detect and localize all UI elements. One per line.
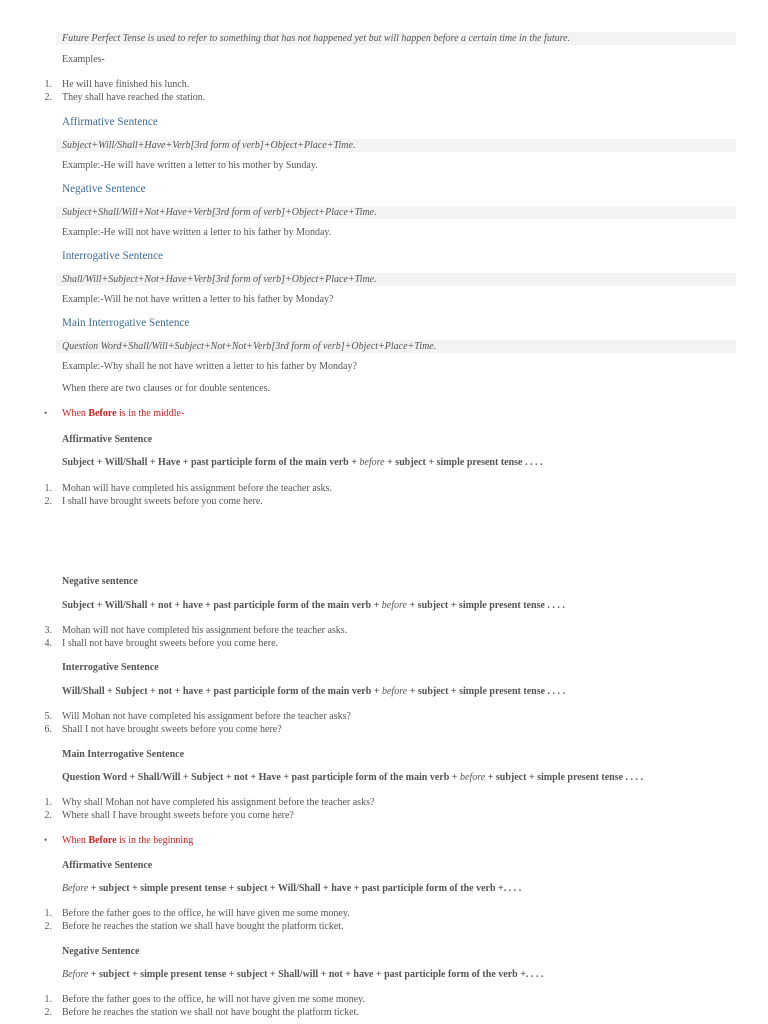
interrogative-example: Example:-Will he not have written a letter to his father by Monday? — [62, 294, 334, 305]
list-item: Before he reaches the station we shall not have bought the platform ticket. — [62, 1007, 359, 1018]
list-item: Where shall I have brought sweets before you come here? — [62, 810, 294, 821]
middle-interrogative-heading: Interrogative Sentence — [62, 662, 159, 673]
list-item: They shall have reached the station. — [62, 92, 206, 103]
interrogative-formula: Shall/Will+Subject+Not+Have+Verb[3rd form of verb]+Object+Place+Time. — [62, 274, 377, 285]
beginning-negative-formula: Before + subject + simple present tense + subject + Shall/will + not + have + past participle form of the verb +. . . . — [62, 969, 544, 980]
list-item: Mohan will have completed his assignment before the teacher asks. — [62, 483, 332, 494]
list-item: Shall I not have brought sweets before you come here? — [62, 724, 282, 735]
list-number: 1. — [44, 994, 52, 1005]
list-item: Before he reaches the station we shall have bought the platform ticket. — [62, 921, 344, 932]
list-item: Why shall Mohan not have completed his assignment before the teacher asks? — [62, 797, 375, 808]
list-number: 2. — [44, 921, 52, 932]
double-intro: When there are two clauses or for double sentences. — [62, 383, 270, 394]
affirmative-example: Example:-He will have written a letter to his mother by Sunday. — [62, 160, 318, 171]
list-number: 2. — [44, 92, 52, 103]
main-interrogative-heading: Main Interrogative Sentence — [62, 317, 190, 329]
list-number: 4. — [44, 638, 52, 649]
list-number: 5. — [44, 711, 52, 722]
affirmative-heading: Affirmative Sentence — [62, 116, 158, 128]
list-number: 6. — [44, 724, 52, 735]
list-number: 1. — [44, 79, 52, 90]
list-number: 1. — [44, 483, 52, 494]
middle-affirmative-formula: Subject + Will/Shall + Have + past participle form of the main verb + before + subject + simple present tense . . . . — [62, 457, 543, 468]
list-item: Before the father goes to the office, he will not have given me some money. — [62, 994, 365, 1005]
beginning-affirmative-heading: Affirmative Sentence — [62, 860, 153, 871]
middle-main-interrogative-formula: Question Word + Shall/Will + Subject + not + Have + past participle form of the main verb + before + subject + simple present tense . . . . — [62, 772, 644, 783]
negative-example: Example:-He will not have written a letter to his father by Monday. — [62, 227, 332, 238]
main-interrogative-formula: Question Word+Shall/Will+Subject+Not+Not+Verb[3rd form of verb]+Object+Place+Time. — [62, 341, 437, 352]
list-number: 3. — [44, 625, 52, 636]
middle-affirmative-heading: Affirmative Sentence — [62, 434, 153, 445]
bullet-icon: • — [44, 408, 48, 418]
list-item: Before the father goes to the office, he will have given me some money. — [62, 908, 350, 919]
affirmative-formula: Subject+Will/Shall+Have+Verb[3rd form of verb]+Object+Place+Time. — [62, 140, 356, 151]
negative-formula: Subject+Shall/Will+Not+Have+Verb[3rd form of verb]+Object+Place+Time. — [62, 207, 377, 218]
list-item: I shall have brought sweets before you come here. — [62, 496, 263, 507]
middle-negative-heading: Negative sentence — [62, 576, 138, 587]
beginning-negative-heading: Negative Sentence — [62, 946, 140, 957]
intro-text: Future Perfect Tense is used to refer to something that has not happened yet but will happen before a certain time in the future. — [62, 33, 571, 44]
middle-main-interrogative-heading: Main Interrogative Sentence — [62, 749, 185, 760]
beginning-title: When Before is in the beginning — [62, 835, 194, 846]
list-item: He will have finished his lunch. — [62, 79, 190, 90]
interrogative-heading: Interrogative Sentence — [62, 250, 163, 262]
list-item: Mohan will not have completed his assignment before the teacher asks. — [62, 625, 348, 636]
middle-interrogative-formula: Will/Shall + Subject + not + have + past participle form of the main verb + before + subject + simple present tense . . . . — [62, 686, 566, 697]
list-item: Will Mohan not have completed his assignment before the teacher asks? — [62, 711, 351, 722]
list-number: 2. — [44, 810, 52, 821]
list-number: 1. — [44, 908, 52, 919]
bullet-icon: • — [44, 835, 48, 845]
negative-heading: Negative Sentence — [62, 183, 146, 195]
middle-title: When Before is in the middle- — [62, 408, 185, 419]
beginning-affirmative-formula: Before + subject + simple present tense + subject + Will/Shall + have + past participle form of the verb +. . . . — [62, 883, 522, 894]
list-number: 2. — [44, 1007, 52, 1018]
middle-negative-formula: Subject + Will/Shall + not + have + past participle form of the main verb + before + subject + simple present tense . . . . — [62, 600, 565, 611]
list-item: I shall not have brought sweets before you come here. — [62, 638, 279, 649]
examples-label: Examples- — [62, 54, 105, 65]
list-number: 1. — [44, 797, 52, 808]
list-number: 2. — [44, 496, 52, 507]
main-interrogative-example: Example:-Why shall he not have written a letter to his father by Monday? — [62, 361, 357, 372]
